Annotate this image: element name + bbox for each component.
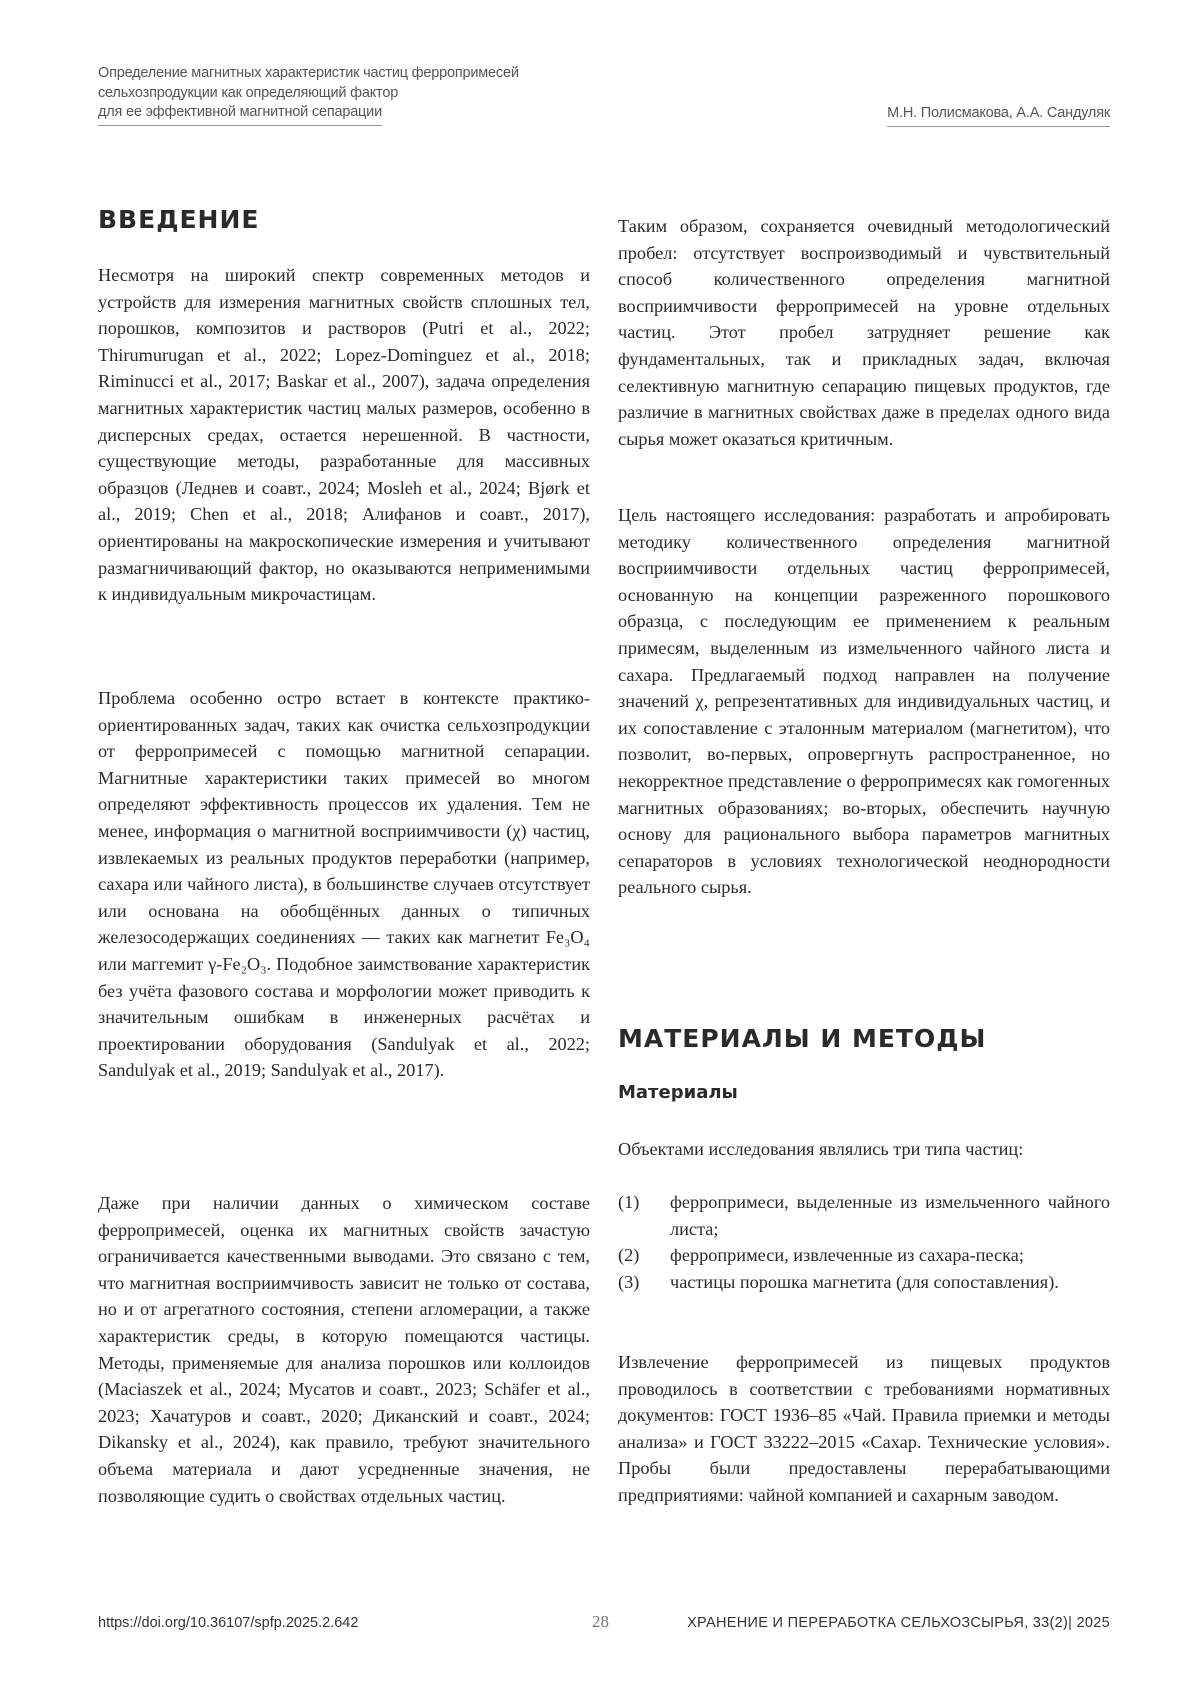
page-number: 28: [592, 1612, 609, 1631]
paragraph: Извлечение ферропримесей из пищевых продуктов проводилось в соответствии с требованиями нормативных документов: ГОСТ 1936–85 «Чай. Правила приемки и методы анализа» и ГОСТ 33222–2015 «Сахар. Технические условия». Пробы были предоставлены перерабатывающими предприятиями: чайной компанией и сахарным заводом.: [618, 1352, 1110, 1505]
section-heading-introduction: ВВЕДЕНИЕ: [98, 205, 260, 234]
running-title-line: Определение магнитных характеристик частиц ферропримесей: [98, 65, 519, 81]
list-text: ферропримеси, выделенные из измельченного чайного листа;: [670, 1192, 1110, 1239]
running-title-line: для ее эффективной магнитной сепарации: [98, 103, 382, 126]
paragraph: Цель настоящего исследования: разработать и апробировать методику количественного определения магнитной восприимчивости отдельных частиц ферропримесей, основанную на концепции разреженного порошкового образца, с последующим ее применением к реальным примесям, выделенным из измельченного чайного листа и сахара. Предлагаемый подход направлен на получение значений χ, репрезентативных для индивидуальных частиц, и их сопоставление с эталонным материалом (магнетитом), что позволит, во-первых, опровергнуть распространенное, но некорректное представление о ферропримесях как гомогенных магнитных образованиях; во-вторых, обеспечить научную основу для рационального выбора параметров магнитных сепараторов в условиях технологической неоднородности реального сырья.: [618, 505, 1110, 898]
list-number: (2): [618, 1245, 640, 1265]
journal-name: ХРАНЕНИЕ И ПЕРЕРАБОТКА СЕЛЬХОЗСЫРЬЯ, 33(2)| 2025: [687, 1615, 1110, 1631]
list-text: частицы порошка магнетита (для сопоставления).: [670, 1272, 1059, 1292]
paragraph: Несмотря на широкий спектр современных методов и устройств для измерения магнитных свойств сплошных тел, порошков, композитов и растворов (Putri et al., 2022; Thirumurugan et al., 2022; Lopez-Dominguez et al., 2018; Riminucci et al., 2017; Baskar et al., 2007), задача определения магнитных характеристик частиц малых размеров, особенно в дисперсных средах, остается нерешенной. В частности, существующие методы, разработанные для массивных образцов (Леднев и соавт., 2024; Mosleh et al., 2024; Bjørk et al., 2019; Chen et al., 2018; Алифанов и соавт., 2017), ориентированы на макроскопические измерения и учитывают размагничивающий фактор, но оказываются неприменимыми к индивидуальным микрочастицам.: [98, 265, 590, 605]
section-heading-materials-methods: МАТЕРИАЛЫ И МЕТОДЫ: [618, 1024, 987, 1053]
paragraph: Объектами исследования являлись три типа частиц:: [618, 1139, 1024, 1159]
paragraph: Даже при наличии данных о химическом составе ферропримесей, оценка их магнитных свойств зачастую ограничивается качественными выводами. Это связано с тем, что магнитная восприимчивость зависит не только от состава, но и от агрегатного состояния, степени агломерации, а также характеристик среды, в которую помещаются частицы. Методы, применяемые для анализа порошков или коллоидов (Maciaszek et al., 2024; Мусатов и соавт., 2023; Schäfer et al., 2023; Хачатуров и соавт., 2020; Диканский и соавт., 2024; Dikansky et al., 2024), как правило, требуют значительного объема материала и дают усредненные значения, не позволяющие судить о свойствах отдельных частиц.: [98, 1193, 590, 1506]
list-item: [618, 1189, 1110, 1242]
running-title-line: сельхозпродукции как определяющий фактор: [98, 84, 399, 101]
list-text: ферропримеси, извлеченные из сахара-песка;: [670, 1245, 1024, 1265]
list-number: (3): [618, 1272, 640, 1292]
subsection-heading-materials: Материалы: [618, 1082, 738, 1103]
list-item: [618, 1269, 1110, 1296]
running-title: [98, 64, 519, 126]
running-authors: М.Н. Полисмакова, А.А. Сандуляк: [887, 104, 1110, 127]
paragraph: Таким образом, сохраняется очевидный методологический пробел: отсутствует воспроизводимый и чувствительный способ количественного определения магнитной восприимчивости ферропримесей на уровне отдельных частиц. Этот пробел затрудняет решение как фундаментальных, так и прикладных задач, включая селективную магнитную сепарацию пищевых продуктов, где различие в магнитных свойствах даже в пределах одного вида сырья может оказаться критичным.: [618, 216, 1110, 449]
doi-link[interactable]: https://doi.org/10.36107/spfp.2025.2.642: [98, 1615, 359, 1631]
list-number: (1): [618, 1192, 640, 1212]
paragraph: Проблема особенно остро встает в контексте практико-ориентированных задач, таких как очистка сельхозпродукции от ферропримесей с помощью магнитной сепарации. Магнитные характеристики таких примесей во многом определяют эффективность процессов их удаления. Тем не менее, информация о магнитной восприимчивости (χ) частиц, извлекаемых из реальных продуктов переработки (например, сахара или чайного листа), в большинстве случаев отсутствует или основана на обобщённых данных о типичных железосодержащих соединениях — таких как магнетит Fe₃O₄ или маггемит γ-Fe₂O₃. Подобное заимствование характеристик без учёта фазового состава и морфологии может приводить к значительным ошибкам в инженерных расчётах и проектировании оборудования (Sandulyak et al., 2022; Sandulyak et al., 2019; Sandulyak et al., 2017).: [98, 688, 590, 1081]
list-item: [618, 1242, 1110, 1269]
